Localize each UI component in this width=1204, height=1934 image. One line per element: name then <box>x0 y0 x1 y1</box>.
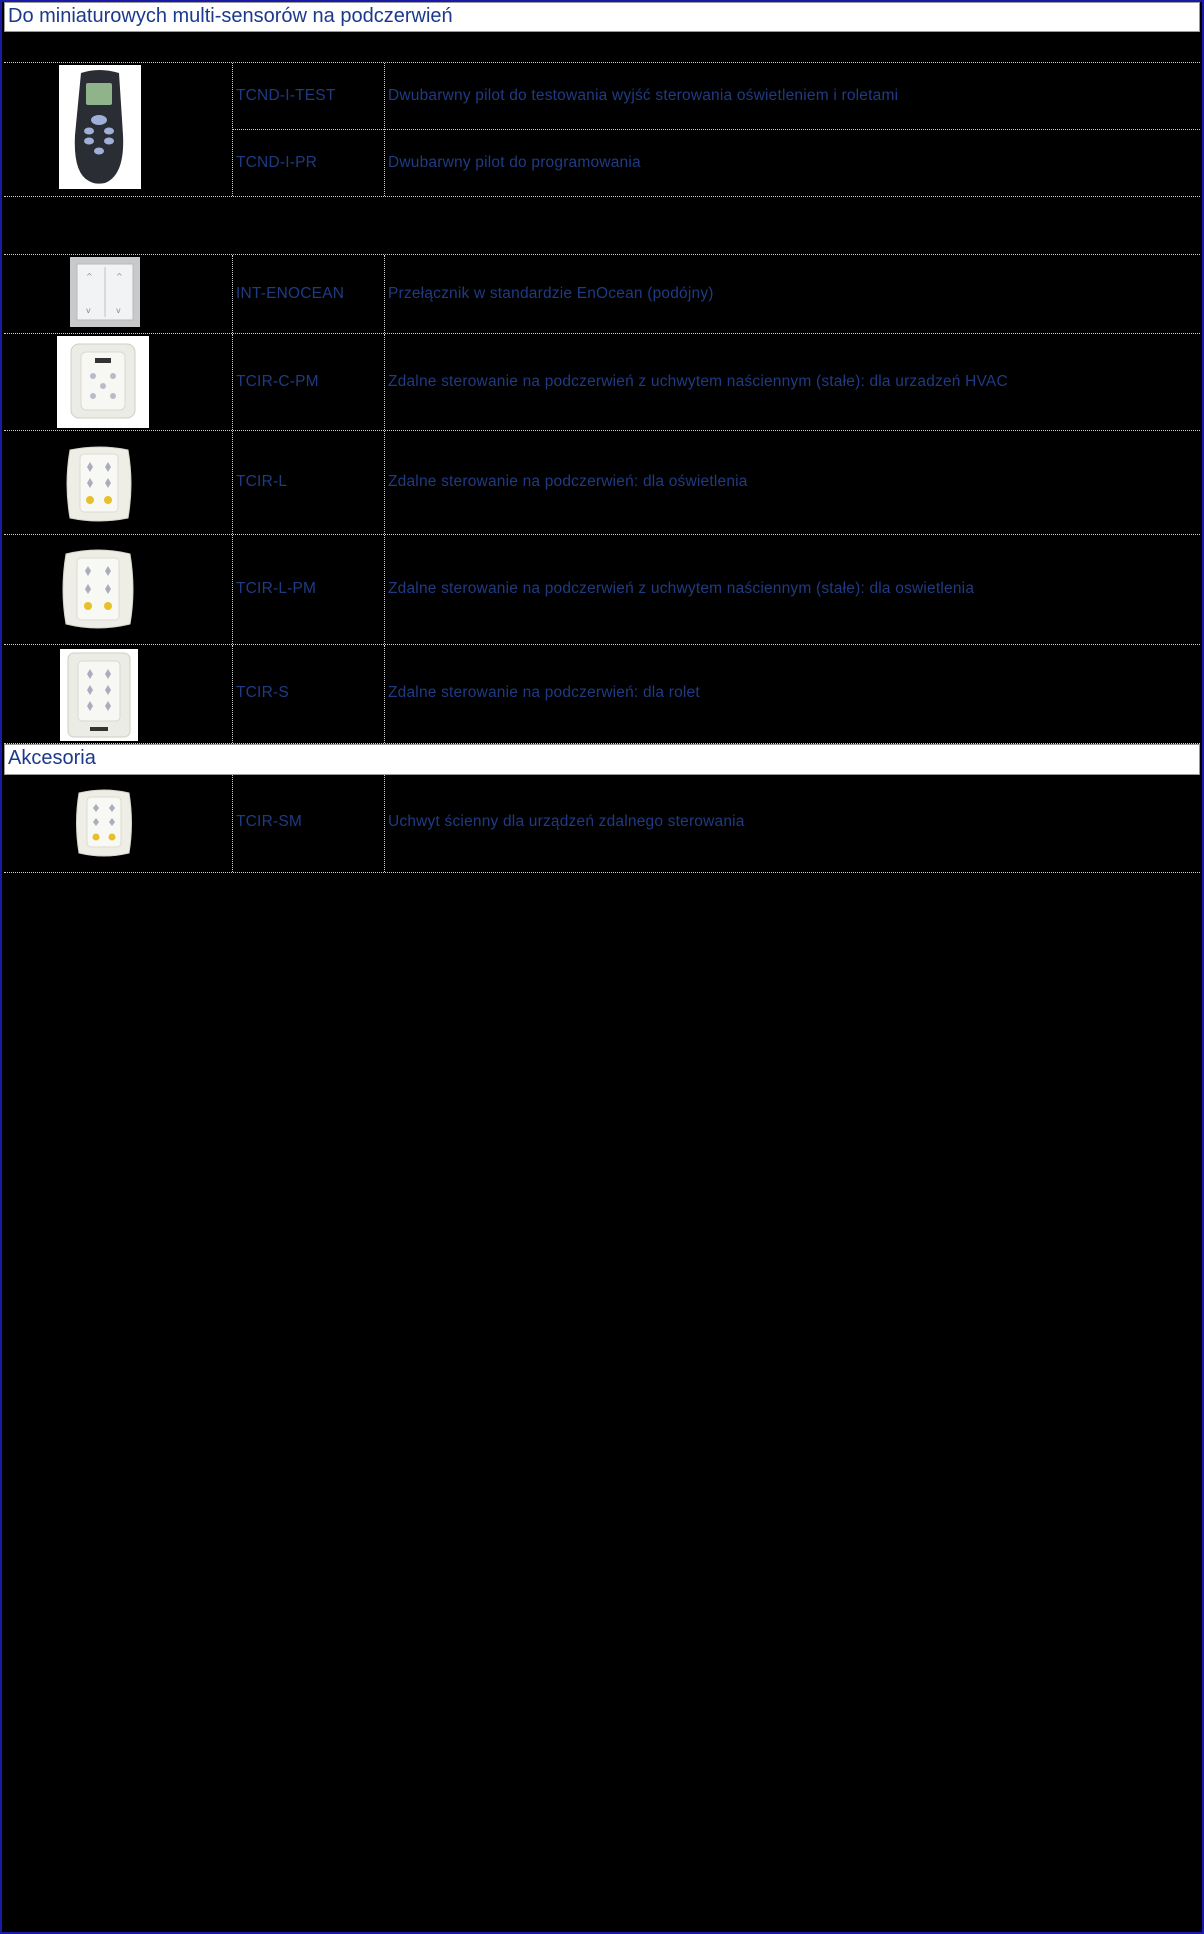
product-description: Zdalne sterowanie na podczerwień: dla rolet <box>388 684 700 701</box>
handheld-remote-icon <box>59 65 141 189</box>
product-code: TCIR-L-PM <box>236 580 317 597</box>
product-image-cell <box>4 775 232 872</box>
product-description: Dwubarwny pilot do programowania <box>388 154 641 171</box>
ir-remote-icon <box>60 649 138 741</box>
product-code: TCIR-C-PM <box>236 373 319 390</box>
ir-remote-icon <box>74 787 134 859</box>
product-image-cell <box>4 255 232 333</box>
svg-text:^: ^ <box>116 272 123 281</box>
product-image-cell <box>4 535 232 644</box>
product-group-tcnd <box>4 63 1200 197</box>
product-description: Zdalne sterowanie na podczerwień z uchwytem naściennym (stałe): dla urzadzeń HVAC <box>388 373 1008 390</box>
product-code: TCIR-L <box>236 473 288 490</box>
product-image-cell <box>4 431 232 534</box>
ir-remote-icon <box>57 336 149 428</box>
table-row <box>4 775 1200 873</box>
table-row <box>4 431 1200 535</box>
product-description: Przełącznik w standardzie EnOcean (podójny) <box>388 285 714 302</box>
section-header-accessories <box>4 744 1200 775</box>
section-title: Akcesoria <box>8 747 96 769</box>
product-image-cell <box>4 334 232 430</box>
product-code: INT-ENOCEAN <box>236 285 345 302</box>
blank-row <box>4 197 1200 255</box>
section-header-infrared <box>4 2 1200 32</box>
table-row <box>4 535 1200 645</box>
product-description: Uchwyt ścienny dla urządzeń zdalnego sterowania <box>388 813 745 830</box>
product-code: TCND-I-PR <box>236 154 318 171</box>
section-title: Do miniaturowych multi-sensorów na podczerwień <box>8 5 453 27</box>
product-code: TCND-I-TEST <box>236 87 336 104</box>
svg-text:v: v <box>116 306 121 315</box>
wall-switch-icon <box>70 257 140 327</box>
ir-remote-icon <box>62 444 136 524</box>
product-image-cell <box>4 63 232 196</box>
svg-text:^: ^ <box>86 272 93 281</box>
svg-text:v: v <box>86 306 91 315</box>
table-row <box>4 334 1200 431</box>
product-description: Dwubarwny pilot do testowania wyjść sterowania oświetleniem i roletami <box>388 87 899 104</box>
product-description: Zdalne sterowanie na podczerwień z uchwytem naściennym (stałe): dla oswietlenia <box>388 580 975 597</box>
product-code: TCIR-SM <box>236 813 302 830</box>
table-row <box>4 645 1200 744</box>
product-image-cell <box>4 645 232 743</box>
product-code: TCIR-S <box>236 684 289 701</box>
table-row <box>4 255 1200 334</box>
ir-remote-icon <box>60 546 136 632</box>
product-description: Zdalne sterowanie na podczerwień: dla oświetlenia <box>388 473 748 490</box>
